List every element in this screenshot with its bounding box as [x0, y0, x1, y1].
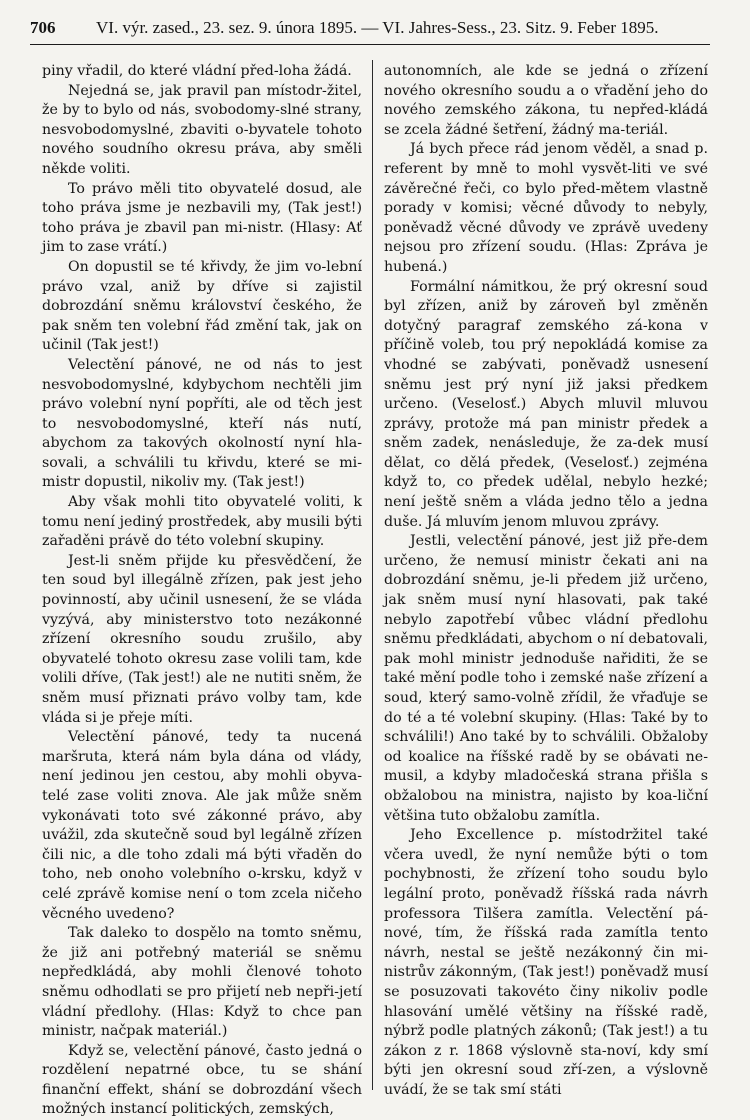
paragraph: Formální námitkou, že prý okresní soud byl zřízen, aniž by zároveň byl změněn dotyčný paragraf zemského zá-kona v příčině voleb, tou prý nepokládá komise za vhodné se zabývati, poněvadž usnesení sněmu jest prý nyní již jaksi předkem určeno. (Veselosť.) Abych mluvil mluvou zprávy, protože má pan ministr předek a sněm zadek, nenásleduje, že za-dek musí dělat, co dělá předek, (Veselosť.) zejména když to, co předek udělal, nebylo hezké; není ještě sněm a vláda jedno tělo a jedna duše. Já mluvím jenom mluvou zprávy. [384, 278, 708, 530]
paragraph: To právo měli tito obyvatelé dosud, ale toho práva jsme je nezbavili my, (Tak jest!) toho práva je zbavil pan mi-nistr. (Hlasy: Ať jim to zase vrátí.) [42, 180, 362, 256]
paragraph: On dopustil se té křivdy, že jim vo-lební právo vzal, aniž by dříve si zajistil dobrozdání sněmu království českého, že pak sněm ten volební řád změní tak, jak on učinil (Tak jest!) [42, 258, 362, 354]
paragraph: Nejedná se, jak pravil pan místodr-žitel, že by to bylo od nás, svobodomy-slné strany, nesvobodomyslné, zbaviti o-byvatele tohoto nového soudního okresu práva, aby směli někde voliti. [42, 82, 362, 177]
header-rule [30, 44, 710, 45]
paragraph: Jeho Excellence p. místodržitel také včera uvedl, že nyní nemůže býti o tom pochybnosti, že zřízení toho soudu bylo legální proto, poněvadž říšská rada návrh professora Tilšera zamítla. Velectění pá-nové, tím, že říšská rada zamítla tento návrh, nestal se ještě nezákonný čin mi-nistrův zákonným, (Tak jest!) poněvadž musí se posuzovati takovéto činy nikoliv podle hlasování umělé většiny na říšské radě, nýbrž podle platných zákonů; (Tak jest!) a tu zákon z r. 1868 výslovně sta-noví, kdy smí býti jen okresní soud zří-zen, a výslovně uvádí, že se tak smí státi [384, 827, 708, 1098]
page-header [30, 14, 710, 42]
page-number: 706 [30, 18, 56, 37]
paragraph: Aby však mohli tito obyvatelé voliti, k tomu není jediný prostředek, aby musili býti zařaděni právě do této volební skupiny. [42, 494, 362, 550]
paragraph: Jest-li sněm přijde ku přesvědčení, že ten soud byl illegálně zřízen, pak jest jeho povinností, aby učinil usnesení, že se vláda vyzývá, aby ministerstvo toto nezákonné zřízení okresního soudu zrušilo, aby obyvatelé tohoto okresu zase volili tam, kde volili dříve, (Tak jest!) ale ne nutiti sněm, že sněm musí přiznati právo volby tam, kde vláda si je přeje míti. [42, 552, 362, 726]
paragraph: Velectění pánové, tedy ta nucená maršruta, která nám byla dána od vlády, není jedinou jen cestou, aby mohli obyva-telé zase voliti znova. Ale jak může sněm vykonávati toto své zákonné právo, aby uvážil, zda skutečně soud byl legálně zřízen čili nic, a dle toho zdali má býti vřaděn do toho, neb onoho volebního o-krsku, když v celé zprávě komise není o tom zcela ničeho věcného uvedeno? [42, 729, 362, 922]
right-column [384, 62, 708, 1100]
paragraph: Jestli, velectění pánové, jest již pře-dem určeno, že nemusí ministr čekati ani na dobrozdání sněmu, je-li předem již určeno, jak sněm musí nyní hlasovati, pak také nebylo zapotřebí vůbec vládní předlohu sněmu předkládati, abychom o ní debatovali, pak mohl ministr jednoduše nařiditi, že se také mění podle toho i zemské naše zřízení a soud, který samo-volně zřídil, že vřaďuje se do té a té volební skupiny. (Hlas: Také by to schválili!) Ano také by to schválili. Obžaloby od koalice na říšské radě by se obávati ne-musil, a kdyby mladočeská strana přišla s obžalobou na ministra, najisto by koa-liční většina tuto obžalobu zamítla. [384, 533, 708, 824]
left-column [42, 62, 362, 1120]
paragraph: Tak daleko to dospělo na tomto sněmu, že již ani potřebný materiál se sněmu nepředkládá, aby mohli členové tohoto sněmu odhodlati se pro přijetí neb nepři-jetí vládní předlohy. (Hlas: Když to chce pan ministr, načpak materiál.) [42, 925, 362, 1040]
paragraph: Já bych přece rád jenom věděl, a snad p. referent by mně to mohl vysvět-liti ve své závěrečné řeči, co bylo před-mětem vlastně porady v komisi; věcné důvody to nebyly, poněvadž věcné důvody ve zprávě uvedeny nejsou pro zřízení soudu. (Hlas: Zpráva je hubená.) [384, 141, 708, 275]
running-head: VI. výr. zased., 23. sez. 9. února 1895. — VI. Jahres-Sess., 23. Sitz. 9. Feber 1895. [96, 18, 659, 37]
paragraph: autonomních, ale kde se jedná o zřízení nového okresního soudu a o vřadění jeho do nového zemského zákona, tu nepřed-kládá se zcela žádné šetření, žádný ma-teriál. [384, 63, 708, 138]
paragraph: piny vřadil, do které vládní před-loha žádá. [42, 63, 352, 79]
paragraph: Když se, velectění pánové, často jedná o rozdělení nepatrné obce, tu se shání finanční effekt, shání se dobrozdání všech možných instancí politických, zemských, [42, 1042, 362, 1118]
paragraph: Velectění pánové, ne od nás to jest nesvobodomyslné, kdybychom nechtěli jim právo volební nyní popříti, ale od těch jest to nesvobodomyslné, kteří nás nutí, abychom za takových okolností nyní hla-sovali, a schválili tu křivdu, které se mi-mistr dopustil, nikoliv my. (Tak jest!) [42, 356, 362, 491]
column-divider [372, 60, 373, 1090]
